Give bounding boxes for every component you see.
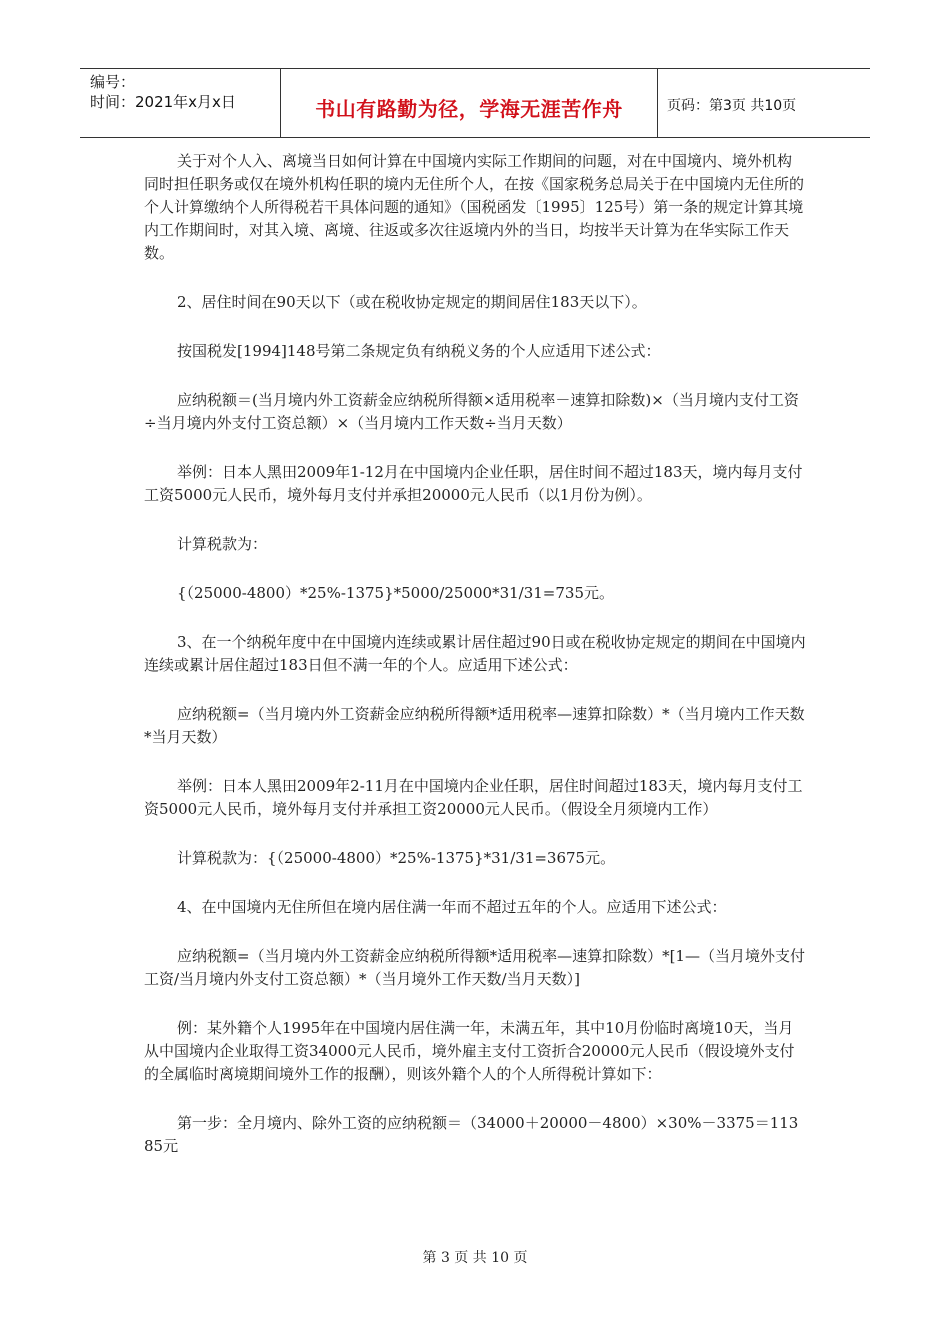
paragraph-entry-exit-day-rule: 关于对个人入、离境当日如何计算在中国境内实际工作期间的问题，对在中国境内、境外机构同时担任职务或仅在境外机构任职的境内无住所个人，在按《国家税务总局关于在中国境内无住所的个人计算缴纳个人所得税若干具体问题的通知》（国税函发〔1995〕125号）第一条的规定计算其境内工作期间时，对其入境、离境、往返或多次往返境内外的当日，均按半天计算为在华实际工作天数。	[144, 152, 805, 262]
header-meta	[80, 69, 280, 137]
paragraph-section-2-calc: {（25000-4800）*25%-1375}*5000/25000*31/31=735元。	[177, 584, 614, 602]
paragraph-section-3-formula: 应纳税额=（当月境内外工资薪金应纳税所得额*适用税率—速算扣除数）*（当月境内工作天数*当月天数）	[144, 705, 805, 746]
document-body	[144, 150, 806, 1184]
page-footer: 第 3 页 共 10 页	[422, 1250, 528, 1266]
paragraph-section-2-example: 举例：日本人黑田2009年1-12月在中国境内企业任职，居住时间不超过183天，境内每月支付工资5000元人民币，境外每月支付并承担20000元人民币（以1月份为例）。	[144, 463, 803, 504]
header-page-cell	[657, 69, 870, 137]
paragraph-section-2-formula: 应纳税额＝(当月境内外工资薪金应纳税所得额×适用税率－速算扣除数)×（当月境内支付工资÷当月境内外支付工资总额）×（当月境内工作天数÷当月天数）	[144, 391, 799, 432]
paragraph-section-2-calc-label: 计算税款为：	[177, 535, 268, 553]
header-motto-cell	[280, 69, 658, 137]
paragraph-section-2-intro: 按国税发[1994]148号第二条规定负有纳税义务的个人应适用下述公式：	[177, 342, 661, 360]
document-code-label: 编号：	[90, 73, 136, 91]
paragraph-section-3-example: 举例：日本人黑田2009年2-11月在中国境内企业任职，居住时间超过183天，境内每月支付工资5000元人民币，境外每月支付并承担工资20000元人民币。（假设全月须境内工作）	[144, 777, 803, 818]
paragraph-section-4-example: 例：某外籍个人1995年在中国境内居住满一年，未满五年，其中10月份临时离境10天，当月从中国境内企业取得工资34000元人民币，境外雇主支付工资折合20000元人民币（假设境外支付的全属临时离境期间境外工作的报酬），则该外籍个人的个人所得税计算如下：	[144, 1019, 795, 1083]
paragraph-section-2-heading: 2、居住时间在90天以下（或在税收协定规定的期间居住183天以下）。	[177, 293, 647, 311]
paragraph-section-3-calc: 计算税款为：{（25000-4800）*25%-1375}*31/31=3675元。	[177, 849, 616, 867]
paragraph-section-3-heading: 3、在一个纳税年度中在中国境内连续或累计居住超过90日或在税收协定规定的期间在中国境内连续或累计居住超过183日但不满一年的个人。应适用下述公式：	[144, 633, 806, 674]
paragraph-section-4-formula: 应纳税额=（当月境内外工资薪金应纳税所得额*适用税率—速算扣除数）*[1—（当月境外支付工资/当月境内外支付工资总额）*（当月境外工作天数/当月天数）]	[144, 947, 805, 988]
paragraph-section-4-heading: 4、在中国境内无住所但在境内居住满一年而不超过五年的个人。应适用下述公式：	[177, 898, 727, 916]
document-time-label: 时间：2021年x月x日	[90, 93, 236, 111]
paragraph-section-4-step-1: 第一步：全月境内、除外工资的应纳税额＝（34000＋20000－4800）×30%－3375＝11385元	[144, 1114, 799, 1155]
header-motto: 书山有路勤为径，学海无涯苦作舟	[315, 97, 623, 121]
page-header	[80, 68, 870, 138]
header-page-number: 页码：第3页 共10页	[667, 98, 797, 114]
